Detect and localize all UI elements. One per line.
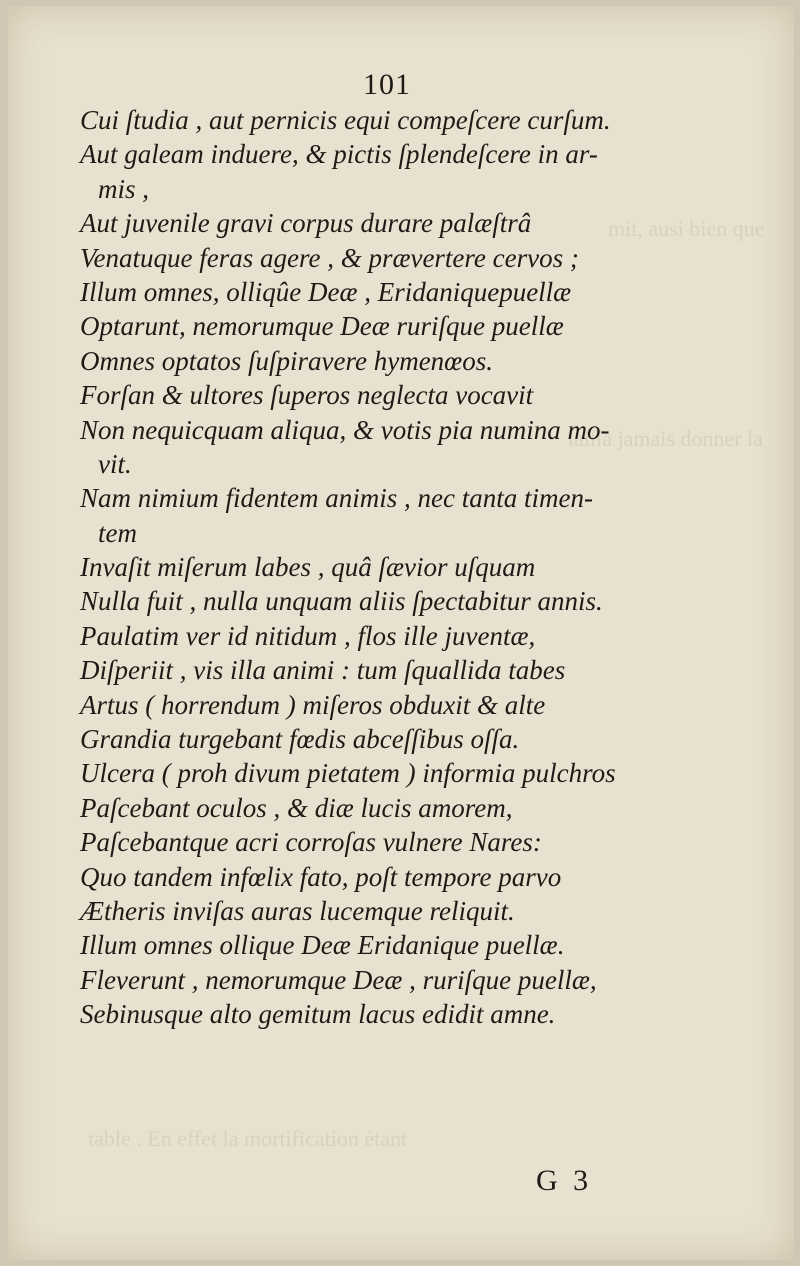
poem-line: vit. bbox=[98, 448, 132, 479]
poem-line: Quo tandem infœlix fato, poſt tempore parvo bbox=[80, 861, 562, 892]
poem-line: Omnes optatos ſuſpiravere hymenœos. bbox=[80, 345, 493, 376]
poem-line: Fleverunt , nemorumque Deæ , ruriſque puellæ, bbox=[80, 964, 597, 995]
poem-line: Ulcera ( proh divum pietatem ) informia pulchros bbox=[80, 758, 616, 789]
bleed-through-text: laiſſa jamais donner la bbox=[568, 426, 763, 451]
poem-line: Venatuque feras agere , & prævertere cervos ; bbox=[80, 242, 579, 273]
poem-line: Aut juvenile gravi corpus durare palæſtrâ bbox=[80, 208, 532, 239]
poem-line: Aut galeam induere, & pictis ſplendeſcere in ar- bbox=[80, 139, 598, 170]
poem-line: Paſcebantque acri corroſas vulnere Nares: bbox=[80, 827, 542, 858]
poem-line: Ætheris inviſas auras lucemque reliquit. bbox=[80, 895, 515, 926]
poem-text bbox=[80, 103, 720, 1032]
poem-line: Paſcebant oculos , & diæ lucis amorem, bbox=[80, 792, 513, 823]
poem-line: Illum omnes ollique Deæ Eridanique puellæ. bbox=[80, 930, 565, 961]
poem-line: Sebinusque alto gemitum lacus edidit amne. bbox=[80, 999, 556, 1030]
poem-line: Non nequicquam aliqua, & votis pia numina mo- bbox=[80, 414, 610, 445]
poem-line: Paulatim ver id nitidum , flos ille juventæ, bbox=[80, 620, 536, 651]
poem-line: Nulla fuit , nulla unquam aliis ſpectabitur annis. bbox=[80, 586, 603, 617]
page-number: 101 bbox=[363, 68, 411, 101]
poem-line: Illum omnes, olliqûe Deæ , Eridaniquepuellæ bbox=[80, 276, 572, 307]
poem-line: Invaſit miſerum labes , quâ ſævior uſquam bbox=[80, 552, 536, 583]
poem-line: tem bbox=[98, 517, 137, 548]
poem-line: Artus ( horrendum ) miſeros obduxit & alte bbox=[80, 689, 546, 720]
signature-mark: G 3 bbox=[536, 1164, 593, 1197]
poem-line: Cui ſtudia , aut pernicis equi compeſcere curſum. bbox=[80, 105, 611, 135]
book-page bbox=[8, 6, 794, 1260]
bleed-through-text: mit, ausi bien que bbox=[608, 216, 765, 241]
poem-line: Grandia turgebant fœdis abceſſibus oſſa. bbox=[80, 724, 520, 755]
poem-line: Forſan & ultores ſuperos neglecta vocavit bbox=[80, 380, 534, 411]
poem-line: Diſperiit , vis illa animi : tum ſquallida tabes bbox=[80, 655, 566, 686]
poem-line: Optarunt, nemorumque Deæ ruriſque puellæ bbox=[80, 311, 564, 342]
poem-line: mis , bbox=[98, 173, 150, 204]
poem-line: Nam nimium fidentem animis , nec tanta timen- bbox=[80, 483, 593, 514]
bleed-through-text: table . En effet la mortification étant bbox=[88, 1126, 408, 1151]
